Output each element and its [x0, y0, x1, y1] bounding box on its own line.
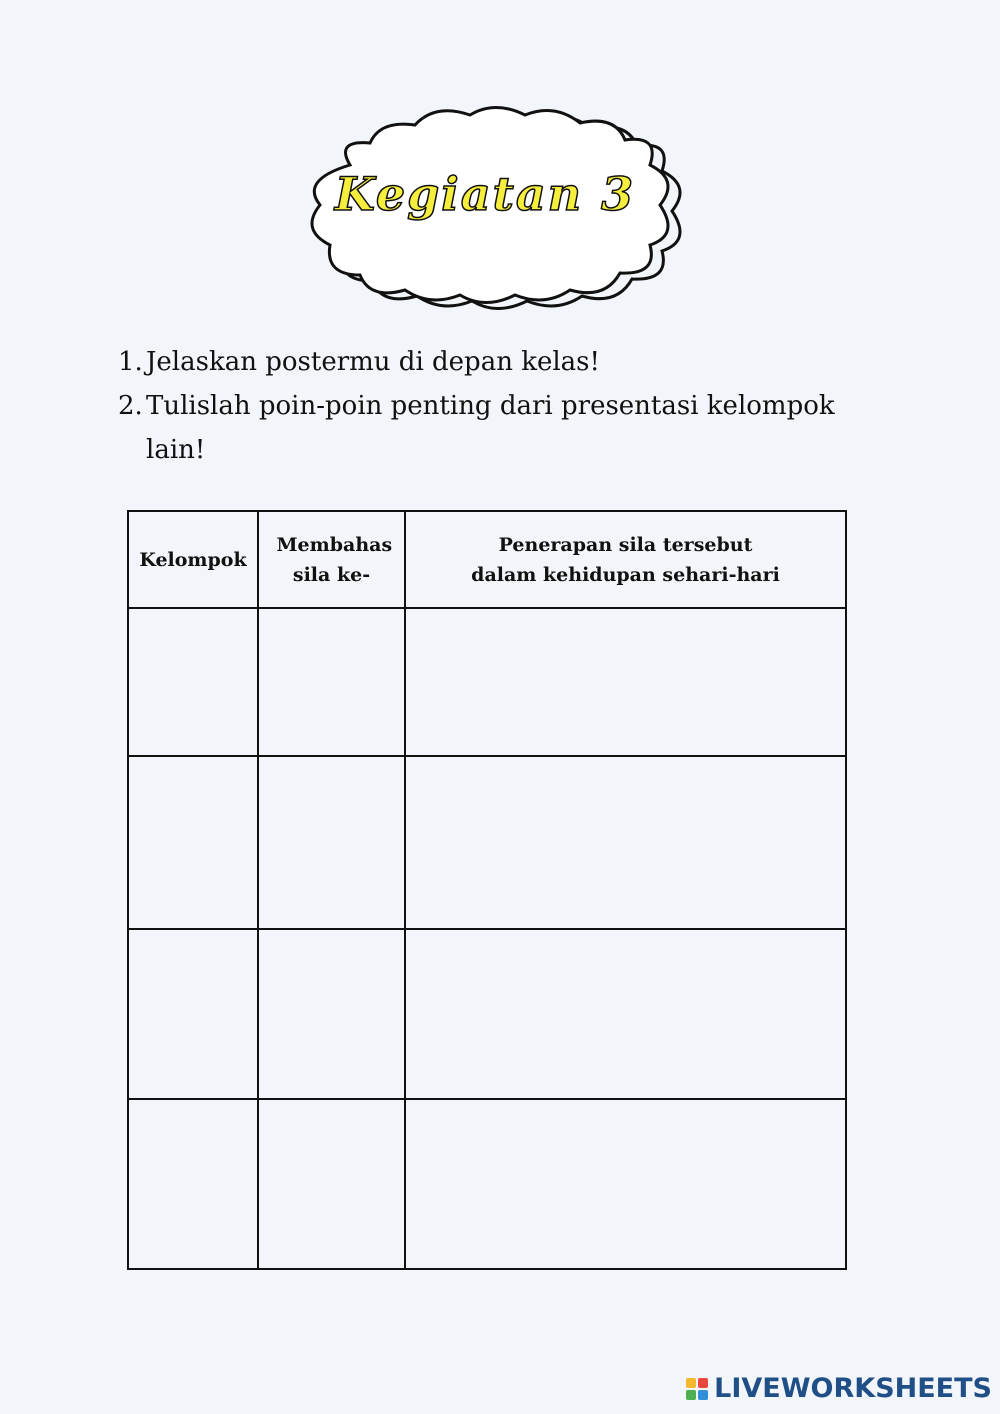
instruction-text: Jelaskan postermu di depan kelas! — [146, 347, 600, 377]
cell-sila[interactable] — [258, 1099, 405, 1269]
cell-sila[interactable] — [258, 929, 405, 1099]
cell-penerapan[interactable] — [405, 608, 846, 756]
title-banner — [280, 95, 700, 310]
instruction-number: 2. — [118, 391, 143, 421]
instruction-item — [118, 340, 878, 384]
header-membahas-sila: Membahas sila ke- — [258, 511, 405, 608]
table-row — [128, 608, 846, 756]
cell-penerapan[interactable] — [405, 756, 846, 929]
cell-penerapan[interactable] — [405, 929, 846, 1099]
cell-sila[interactable] — [258, 756, 405, 929]
cell-sila[interactable] — [258, 608, 405, 756]
table-row — [128, 929, 846, 1099]
instruction-list — [118, 340, 878, 472]
table-row — [128, 1099, 846, 1269]
activity-table — [127, 510, 847, 1270]
header-kelompok: Kelompok — [128, 511, 258, 608]
header-penerapan-sila: Penerapan sila tersebut dalam kehidupan sehari-hari — [405, 511, 846, 608]
liveworksheets-logo-icon — [686, 1378, 708, 1400]
page-title: Kegiatan 3 — [334, 167, 636, 221]
instruction-item — [118, 384, 878, 472]
instruction-number: 1. — [118, 347, 143, 377]
liveworksheets-logo[interactable] — [686, 1373, 992, 1404]
brand-name: LIVEWORKSHEETS — [714, 1373, 992, 1404]
cell-kelompok[interactable] — [128, 608, 258, 756]
instruction-text: Tulislah poin-poin penting dari presentasi kelompok lain! — [146, 391, 835, 465]
cell-kelompok[interactable] — [128, 1099, 258, 1269]
table-row — [128, 756, 846, 929]
cell-kelompok[interactable] — [128, 929, 258, 1099]
cell-kelompok[interactable] — [128, 756, 258, 929]
cell-penerapan[interactable] — [405, 1099, 846, 1269]
table-header-row — [128, 511, 846, 608]
